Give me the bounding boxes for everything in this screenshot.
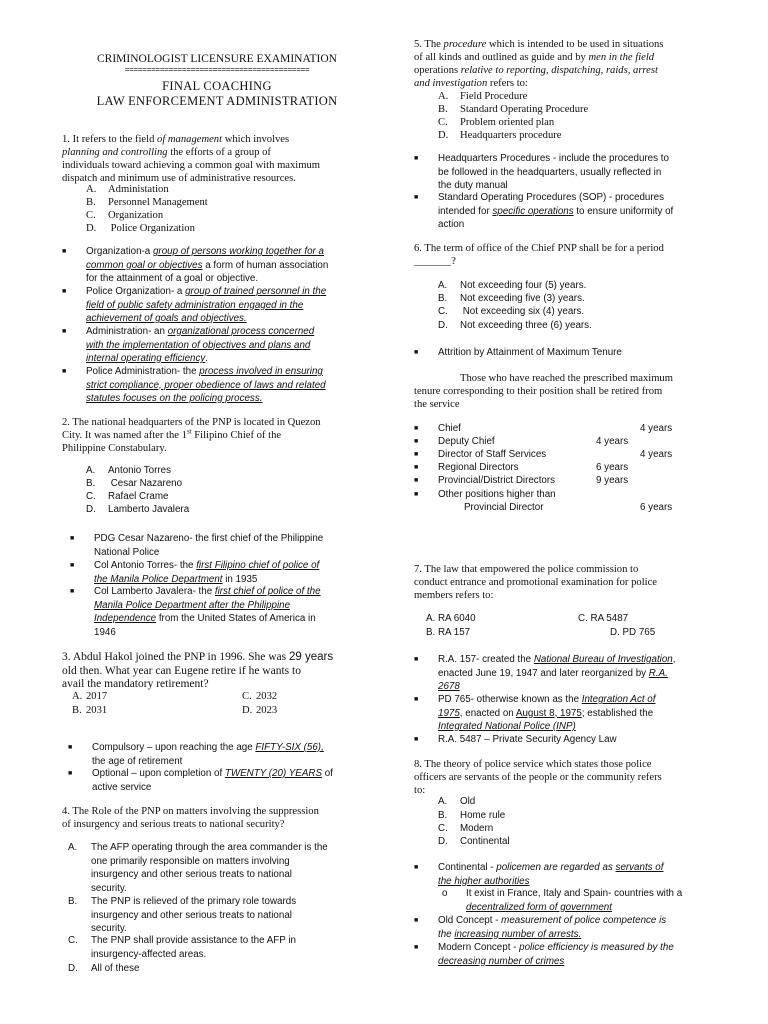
subject-title: LAW ENFORCEMENT ADMINISTRATION xyxy=(96,94,338,108)
q1-option-b[interactable]: B. Personnel Management xyxy=(86,197,208,208)
question-6: 6. The term of office of the Chief PNP shall be for a period _______? xyxy=(414,243,664,267)
exam-title: CRIMINOLOGIST LICENSURE EXAMINATION xyxy=(96,53,337,65)
def-modern-concept: ■ Modern Concept - police efficiency is measured by the decreasing number of crimes xyxy=(414,942,674,967)
question-7: 7. The law that empowered the police commission to conduct entrance and promotional examination for police members refers to: xyxy=(414,564,657,601)
bullet-icon: ■ xyxy=(414,155,419,162)
q6-option-c[interactable]: C. Not exceeding six (4) years. xyxy=(438,306,585,317)
def-police-organization: ■ Police Organization- a group of trained personnel in the field of public safety administration engaged in the achievement of goals and objectives. xyxy=(62,286,327,324)
q7-option-c[interactable]: C. RA 5487 xyxy=(578,613,629,624)
law-ra-157: ■ R.A. 157- created the National Bureau of Investigation, enacted June 19, 1947 and later reorganized by R.A. 2678 xyxy=(414,654,676,692)
bullet-icon: ■ xyxy=(62,248,67,255)
question-3: 3. Abdul Hakol joined the PNP in 1996. She was 29 years old then. What year can Eugene retire if he wants to avail the mandatory retirement? xyxy=(62,651,334,690)
chief-nazareno: ■ PDG Cesar Nazareno- the first chief of the Philippine National Police xyxy=(70,533,324,558)
q7-option-b[interactable]: B. RA 157 xyxy=(426,627,471,638)
q7-option-d[interactable]: D. PD 765 xyxy=(610,627,656,638)
question-8: 8. The theory of police service which states those police officers are servants of the people or the community refers to: xyxy=(414,759,662,796)
def-sop: ■ Standard Operating Procedures (SOP) - procedures intended for specific operations to ensure uniformity of action xyxy=(414,192,674,230)
bullet-icon: ■ xyxy=(62,368,67,375)
q2-option-b[interactable]: B. Cesar Nazareno xyxy=(86,478,183,489)
q5-option-b[interactable]: B. Standard Operating Procedure xyxy=(438,104,589,115)
bullet-icon: ■ xyxy=(414,944,419,951)
q8-option-d[interactable]: D. Continental xyxy=(438,836,510,847)
q6-option-b[interactable]: B. Not exceeding five (3) years. xyxy=(438,293,585,304)
circle-bullet-icon: o xyxy=(442,888,448,899)
bullet-icon: ■ xyxy=(414,736,419,743)
bullet-icon: ■ xyxy=(414,917,419,924)
def-continental: ■ Continental - policemen are regarded as servants of the higher authorities xyxy=(414,862,664,887)
def-old-concept: ■ Old Concept - measurement of police competence is the increasing number of arrests. xyxy=(414,915,667,940)
title-separator: ========================================== xyxy=(124,66,310,75)
def-administration: ■ Administration- an organizational process concerned with the implementation of objectives and plans and internal operating efficiency. xyxy=(62,326,315,364)
bullet-icon: ■ xyxy=(414,349,419,356)
def-police-administration: ■ Police Administration- the process involved in ensuring strict compliance, proper obedience of laws and related statutes focuses on the policing process. xyxy=(62,366,326,404)
def-organization: ■ Organization-a group of persons working together for a common goal or objectives a form of human association for the attainment of a goal or objective. xyxy=(62,246,329,284)
q5-option-c[interactable]: C. Problem oriented plan xyxy=(438,117,555,128)
question-4: 4. The Role of the PNP on matters involving the suppression of insurgency and serious treats to national security? xyxy=(62,806,319,830)
q3-option-a[interactable]: A. 2017 xyxy=(72,691,108,702)
q2-option-d[interactable]: D. Lamberto Javalera xyxy=(86,504,190,515)
q6-option-d[interactable]: D. Not exceeding three (6) years. xyxy=(438,320,592,331)
q2-option-c[interactable]: C. Rafael Crame xyxy=(86,491,169,502)
q4-option-a[interactable]: A. The AFP operating through the area commander is the one primarily responsible on matters involving insurgency and other serious treats to national security. xyxy=(68,842,328,894)
bullet-icon: ■ xyxy=(62,288,67,295)
bullet-icon: ■ xyxy=(414,864,419,871)
question-1: 1. It refers to the field of management which involves planning and controlling the efforts of a group of individuals toward achieving a common goal with maximum dispatch and minimum use of administrative resources. xyxy=(62,134,321,184)
q3-option-d[interactable]: D. 2023 xyxy=(242,705,278,716)
q4-option-c[interactable]: C. The PNP shall provide assistance to the AFP in insurgency-affected areas. xyxy=(68,935,296,960)
bullet-icon: ■ xyxy=(68,770,73,777)
q1-option-d[interactable]: D. Police Organization xyxy=(86,223,195,234)
question-2: 2. The national headquarters of the PNP is located in Quezon City. It was named after the 1st Filipino Chief of the Philippine Constabulary. xyxy=(62,417,321,454)
question-5: 5. The procedure which is intended to be used in situations of all kinds and outlined as guide and by men in the field operations relative to reporting, dispatching, raids, arrest and investigation refers to: xyxy=(414,39,664,89)
q3-option-c[interactable]: C. 2032 xyxy=(242,691,278,702)
q3-option-b[interactable]: B. 2031 xyxy=(72,705,108,716)
law-pd-765: ■ PD 765- otherwise known as the Integration Act of 1975, enacted on August 8, 1975; established the Integrated National Police (INP) xyxy=(414,694,656,732)
bullet-icon: ■ xyxy=(70,562,75,569)
q1-option-a[interactable]: A. Administation xyxy=(86,184,169,195)
tenure-paragraph: Those who have reached the prescribed maximum tenure corresponding to their position shall be retired from the service xyxy=(414,373,673,410)
bullet-icon: ■ xyxy=(414,656,419,663)
q8-option-b[interactable]: B. Home rule xyxy=(438,810,506,821)
q8-option-c[interactable]: C. Modern xyxy=(438,823,494,834)
q4-option-b[interactable]: B. The PNP is relieved of the primary role towards insurgency and other serious treats to national security. xyxy=(68,896,297,934)
chief-javalera: ■ Col Lamberto Javalera- the first chief of police of the Manila Police Department after the Philippine Independence from the United States of America in 1946 xyxy=(70,586,321,638)
q8-option-a[interactable]: A. Old xyxy=(438,796,476,807)
def-headquarters-procedures: ■ Headquarters Procedures - include the procedures to be followed in the headquarters, usually reflected in the duty manual xyxy=(414,153,669,191)
q4-option-d[interactable]: D. All of these xyxy=(68,963,140,974)
retire-compulsory: ■ Compulsory – upon reaching the age FIFTY-SIX (56), the age of retirement xyxy=(68,742,324,767)
q2-option-a[interactable]: A. Antonio Torres xyxy=(86,465,171,476)
bullet-icon: ■ xyxy=(414,194,419,201)
bullet-icon: ■ xyxy=(70,535,75,542)
bullet-icon: ■ xyxy=(70,588,75,595)
retire-optional: ■ Optional – upon completion of TWENTY (20) YEARS of active service xyxy=(68,768,333,793)
q1-option-c[interactable]: C. Organization xyxy=(86,210,164,221)
q7-option-a[interactable]: A. RA 6040 xyxy=(426,613,476,624)
bullet-icon: ■ xyxy=(68,744,73,751)
q6-option-a[interactable]: A. Not exceeding four (5) years. xyxy=(438,280,587,291)
chief-torres: ■ Col Antonio Torres- the first Filipino chief of police of the Manila Police Department in 1935 xyxy=(70,560,320,585)
bullet-icon: ■ xyxy=(62,328,67,335)
continental-subpoint: o It exist in France, Italy and Spain- countries with a decentralized form of government xyxy=(442,888,683,913)
law-ra-5487: ■ R.A. 5487 – Private Security Agency Law xyxy=(414,734,617,745)
bullet-icon: ■ xyxy=(414,696,419,703)
q5-option-d[interactable]: D. Headquarters procedure xyxy=(438,130,562,141)
attrition-tenure: ■ Attrition by Attainment of Maximum Tenure xyxy=(414,347,622,358)
q5-option-a[interactable]: A. Field Procedure xyxy=(438,91,528,102)
coaching-title: FINAL COACHING xyxy=(162,79,272,93)
